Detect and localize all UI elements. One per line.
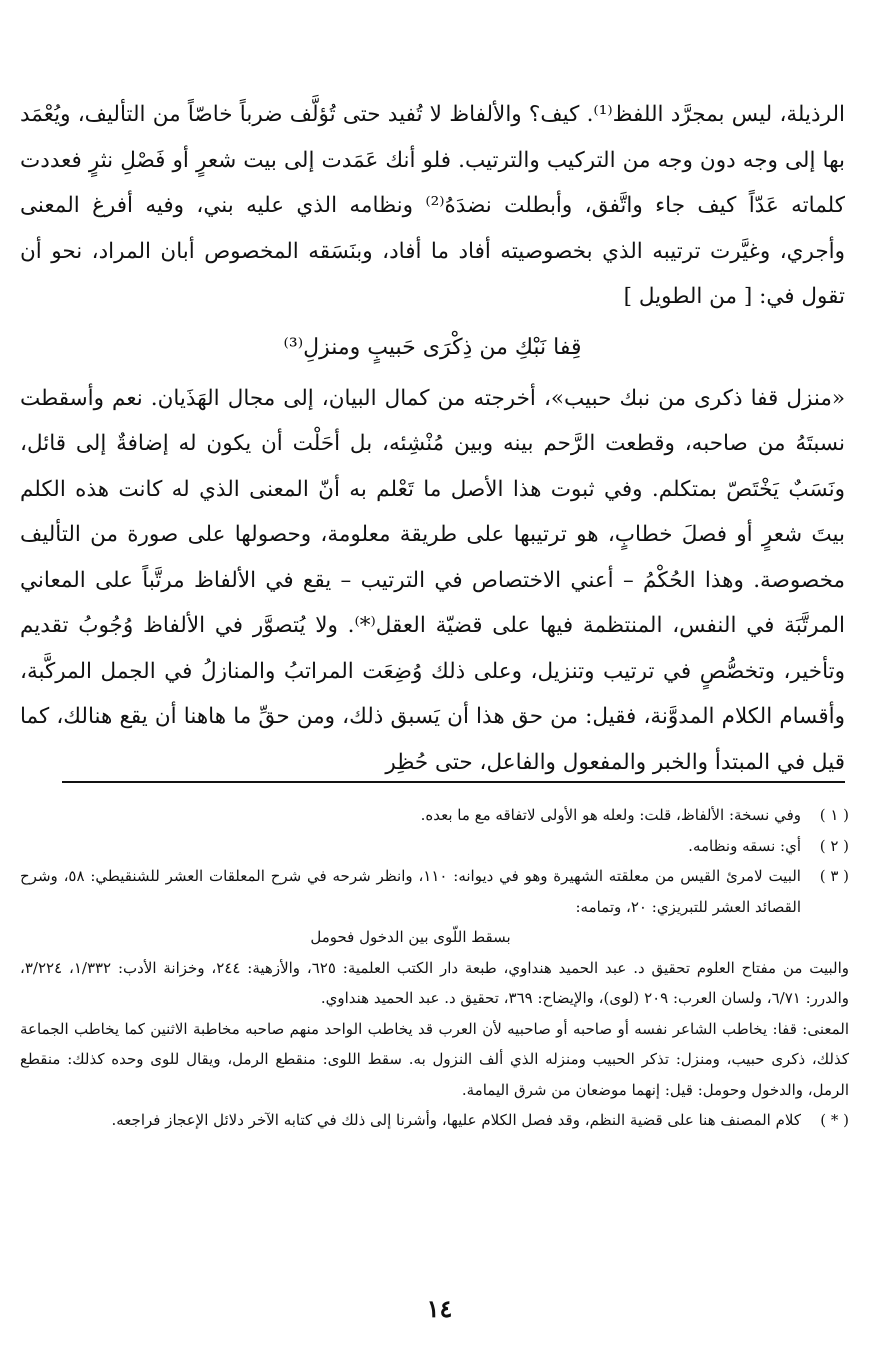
footnote-text: كلام المصنف هنا على قضية النظم، وقد فصل الكلام عليها، وأشرنا إلى ذلك في كتابه الآخر دلائل الإعجاز فراجعه. [111,1111,801,1129]
footnote-meaning: المعنى: قفا: يخاطب الشاعر نفسه أو صاحبه أو صاحبيه لأن العرب قد يخاطب الواحد منهم صاحبه مخاطبة الاثنين كما يخاطب الجماعة كذلك، ذكرى حبيب، ومنزل: تذكر الحبيب ومنزله الذي ألف النزول به. سقط اللوى: منقطع الرمل، ويقال للوى وحده كذلك: منقطع الرمل، والدخول وحومل: قيل: إنهما موضعان من شرق اليمامة. [20,1019,849,1099]
footnote-verse-completion: بسقط اللّوى بين الدخول فحومل [310,928,511,946]
poetry-verse: قِفا نَبْكِ من ذِكْرَى حَبيبٍ ومنزلِ⁽³⁾ [283,334,582,360]
footnotes [20,800,849,1136]
main-text [20,92,845,785]
footnote-text: وفي نسخة: الألفاظ، قلت: ولعله هو الأولى لاتفاقه مع ما بعده. [420,806,801,824]
footnote-2 [20,831,849,862]
page-number: ١٤ [426,1294,453,1323]
footnote-number: ( ٢ ) [819,836,849,855]
footnote-text: البيت لامرئ القيس من معلقته الشهيرة وهو في ديوانه: ١١٠، وانظر شرحه في شرح المعلقات العشر للشنقيطي: ٥٨، وشرح القصائد العشر للتبريزي: ٢٠، وتمامه: [20,867,801,916]
footnote-star [20,1105,849,1136]
footnote-sources: والبيت من مفتاح العلوم تحقيق د. عبد الحميد هنداوي، طبعة دار الكتب العلمية: ٦٢٥، والأزهية: ٢٤٤، وخزانة الأدب: ١/٣٣٢، ٣/٢٢٤، والدرر: ٦/٧١، ولسان العرب: ٢٠٩ (لوى)، والإيضاح: ٣٦٩، تحقيق د. عبد الحميد هنداوي. [20,958,850,1007]
footnote-3 [20,861,849,922]
paragraph-2: «منزل قفا ذكرى من نبك حبيب»، أخرجته من كمال البيان، إلى مجال الهَذَيان. نعم وأسقطت نسبتَهُ من صاحبه، وقطعت الرَّحم بينه وبين مُنْشِئه، بل أحَلْت أن يكون له إضافةٌ إلى قائل، ونَسَبٌ يَخْتَصّ بمتكلم. وفي ثبوت هذا الأصل ما تَعْلم به أنّ المعنى الذي له كانت هذه الكلم بيتَ شعرٍ أو فصلَ خطابٍ، هو ترتيبها على طريقة معلومة، وحصولها على صورة من التأليف مخصوصة. وهذا الحُكْمُ – أعني الاختصاص في الترتيب – يقع في الألفاظ مرتَّباً على المعاني المرتَّبَة في النفس، المنتظمة فيها على قضيّة العقل⁽*⁾. ولا يُتصوَّر في الألفاظ وُجُوبُ تقديم وتأخير، وتخصُّصٍ في ترتيب وتنزيل، وعلى ذلك وُضِعَت المراتبُ والمنازلُ في الجمل المركَّبة، وأقسام الكلام المدوَّنة، فقيل: من حق هذا أن يَسبق ذلك، ومن حقِّ ما هاهنا أن يقع هنالك، كما قيل في المبتدأ والخبر والمفعول والفاعل، حتى حُظِر [20,385,845,775]
footnote-1 [20,800,849,831]
footnote-text: أي: نسقه ونظامه. [688,836,801,855]
footnote-number: ( * ) [820,1111,849,1129]
footnote-number: ( ١ ) [819,806,849,824]
paragraph-1: الرذيلة، ليس بمجرَّد اللفظ⁽¹⁾. كيف؟ والألفاظ لا تُفيد حتى تُؤلَّف ضرباً خاصّاً من التأليف، ويُعْمَد بها إلى وجه دون وجه من التركيب والترتيب. فلو أنك عَمَدت إلى بيت شعرٍ أو فَصْلِ نثرٍ فعددت كلماته عَدّاً كيف جاء واتَّفق، وأبطلت نضدَهُ⁽²⁾ ونظامه الذي عليه بني، وفيه أفرغ المعنى وأجري، وغيَّرت ترتيبه الذي بخصوصيته أفاد ما أفاد، وبنَسَقه المخصوص أبان المراد، نحو أن تقول في: [ من الطويل ] [20,102,845,309]
footnote-separator [62,781,845,783]
footnote-number: ( ٣ ) [819,867,849,885]
